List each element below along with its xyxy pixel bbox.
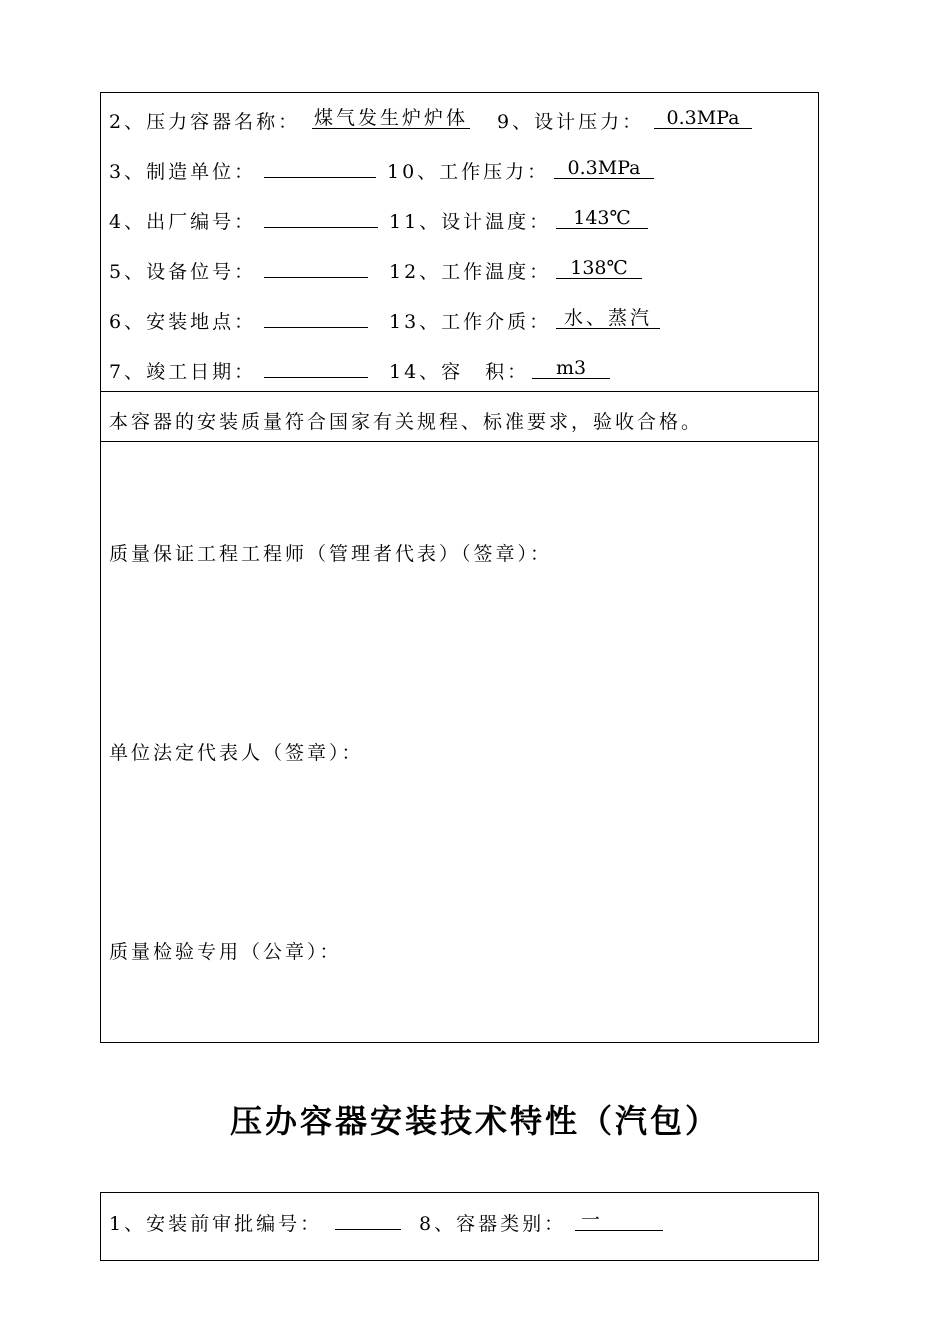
engineer-signature-label: 质量保证工程工程师（管理者代表）（签章）： xyxy=(109,543,553,565)
volume-value: m3 xyxy=(532,358,610,379)
vessel-name-value: 煤气发生炉炉体 xyxy=(314,107,469,129)
working-pressure-label: 10、工作压力： xyxy=(387,161,550,183)
legal-rep-signature-label: 单位法定代表人（签章）： xyxy=(109,742,364,764)
acceptance-form-table xyxy=(100,92,819,1043)
design-temperature-label: 11、设计温度： xyxy=(389,211,552,233)
completion-date-label: 7、竣工日期： xyxy=(109,361,257,383)
vessel-category-value: 一 xyxy=(575,1210,663,1231)
equipment-tag-label: 5、设备位号： xyxy=(109,261,257,283)
working-medium-value: 水、蒸汽 xyxy=(556,308,660,329)
vessel-name-label: 2、压力容器名称： xyxy=(109,111,301,133)
working-temperature-label: 12、工作温度： xyxy=(389,261,552,283)
design-pressure-value: 0.3MPa xyxy=(654,108,752,129)
install-location-blank xyxy=(264,307,368,328)
completion-date-blank xyxy=(264,357,368,378)
inspection-seal-label: 质量检验专用（公章）： xyxy=(109,941,342,963)
approval-number-label: 1、安装前审批编号： xyxy=(109,1213,323,1235)
technical-specs-table xyxy=(100,1192,819,1261)
approval-number-blank xyxy=(335,1209,401,1230)
manufacturer-blank xyxy=(264,157,376,178)
table-divider xyxy=(101,391,818,392)
install-location-label: 6、安装地点： xyxy=(109,311,257,333)
equipment-tag-blank xyxy=(264,257,368,278)
working-pressure-value: 0.3MPa xyxy=(554,158,654,179)
serial-number-blank xyxy=(264,207,378,228)
acceptance-statement: 本容器的安装质量符合国家有关规程、标准要求，验收合格。 xyxy=(109,411,704,433)
section-title: 压办容器安装技术特性（汽包） xyxy=(229,1102,720,1140)
working-medium-label: 13、工作介质： xyxy=(389,311,552,333)
vessel-category-label: 8、容器类别： xyxy=(419,1213,567,1235)
table-divider xyxy=(101,441,818,442)
serial-number-label: 4、出厂编号： xyxy=(109,211,257,233)
working-temperature-value: 138℃ xyxy=(556,258,642,279)
design-temperature-value: 143℃ xyxy=(556,208,648,229)
manufacturer-label: 3、制造单位： xyxy=(109,161,257,183)
volume-label: 14、容 积： xyxy=(389,361,530,383)
design-pressure-label: 9、设计压力： xyxy=(497,111,645,133)
